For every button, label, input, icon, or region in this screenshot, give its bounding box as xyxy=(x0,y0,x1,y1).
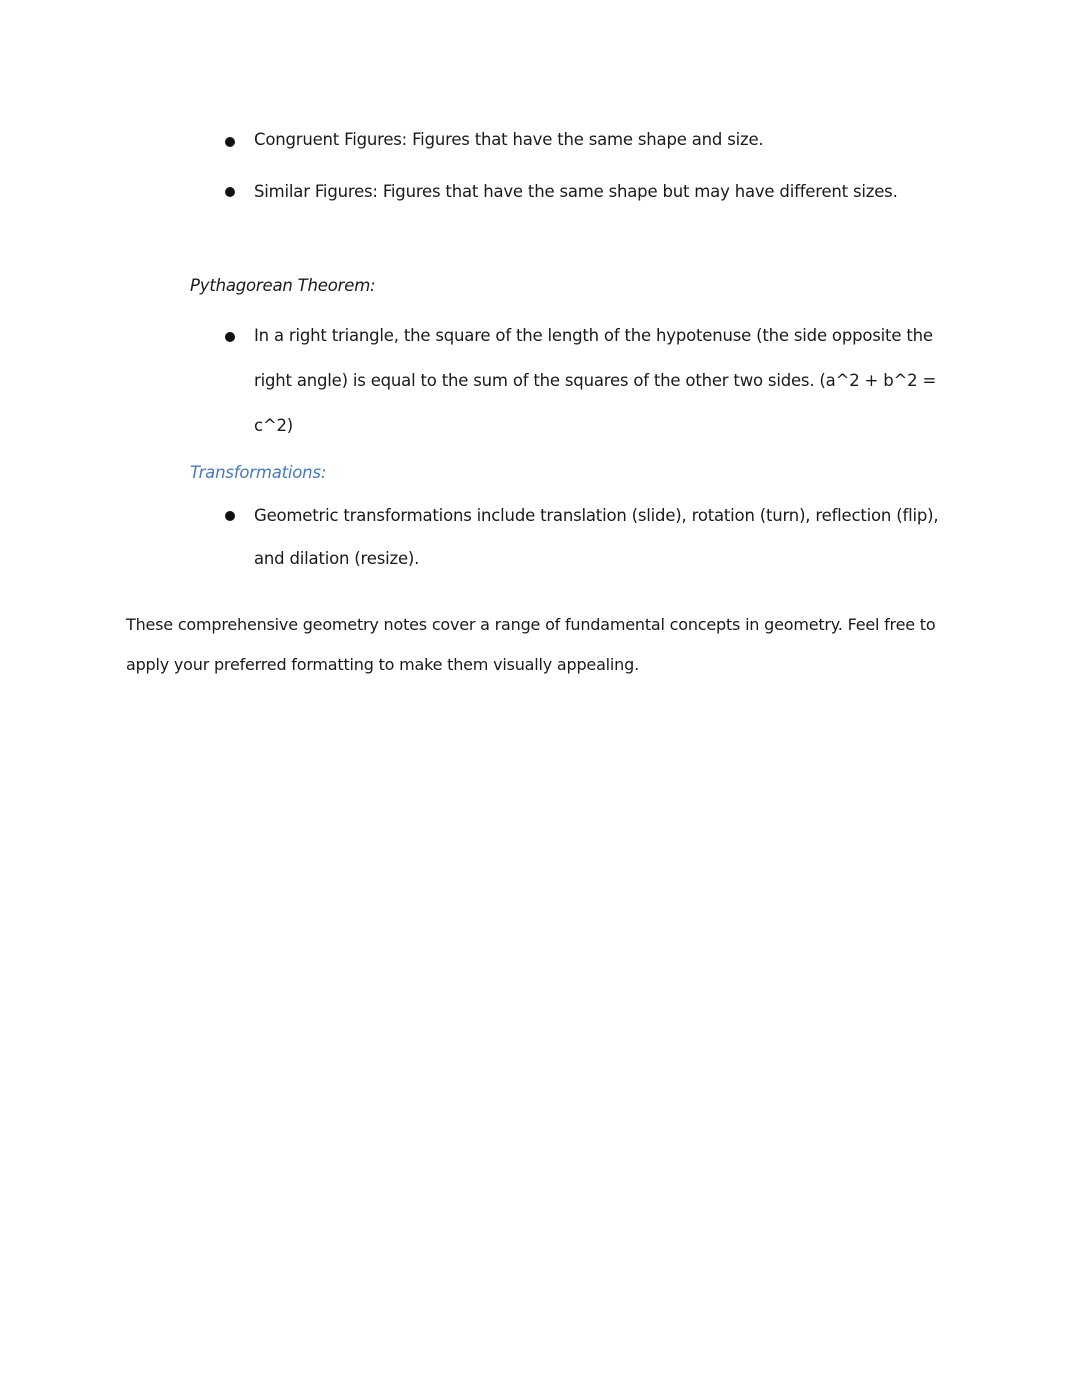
bullet-dot-icon xyxy=(225,187,235,197)
heading-transformations: Transformations: xyxy=(190,463,327,482)
bullet-text-transformations: Geometric transformations include translation (slide), rotation (turn), reflection (flip), and dilation (resize). xyxy=(254,506,939,568)
bullet-text-pythagorean: In a right triangle, the square of the length of the hypotenuse (the side opposite the right angle) is equal to the sum of the squares of the other two sides. (a^2 + b^2 = c^2) xyxy=(254,326,937,435)
heading-pythagorean: Pythagorean Theorem: xyxy=(190,276,376,295)
closing-paragraph: These comprehensive geometry notes cover a range of fundamental concepts in geometry. Feel free to apply your preferred formatting to make them visually appealing. xyxy=(126,615,936,674)
bullet-text-similar: Similar Figures: Figures that have the same shape but may have different sizes. xyxy=(254,182,898,201)
bullet-dot-icon xyxy=(225,137,235,147)
bullet-text-congruent: Congruent Figures: Figures that have the same shape and size. xyxy=(254,130,764,149)
bullet-dot-icon xyxy=(225,332,235,342)
bullet-dot-icon xyxy=(225,511,235,521)
